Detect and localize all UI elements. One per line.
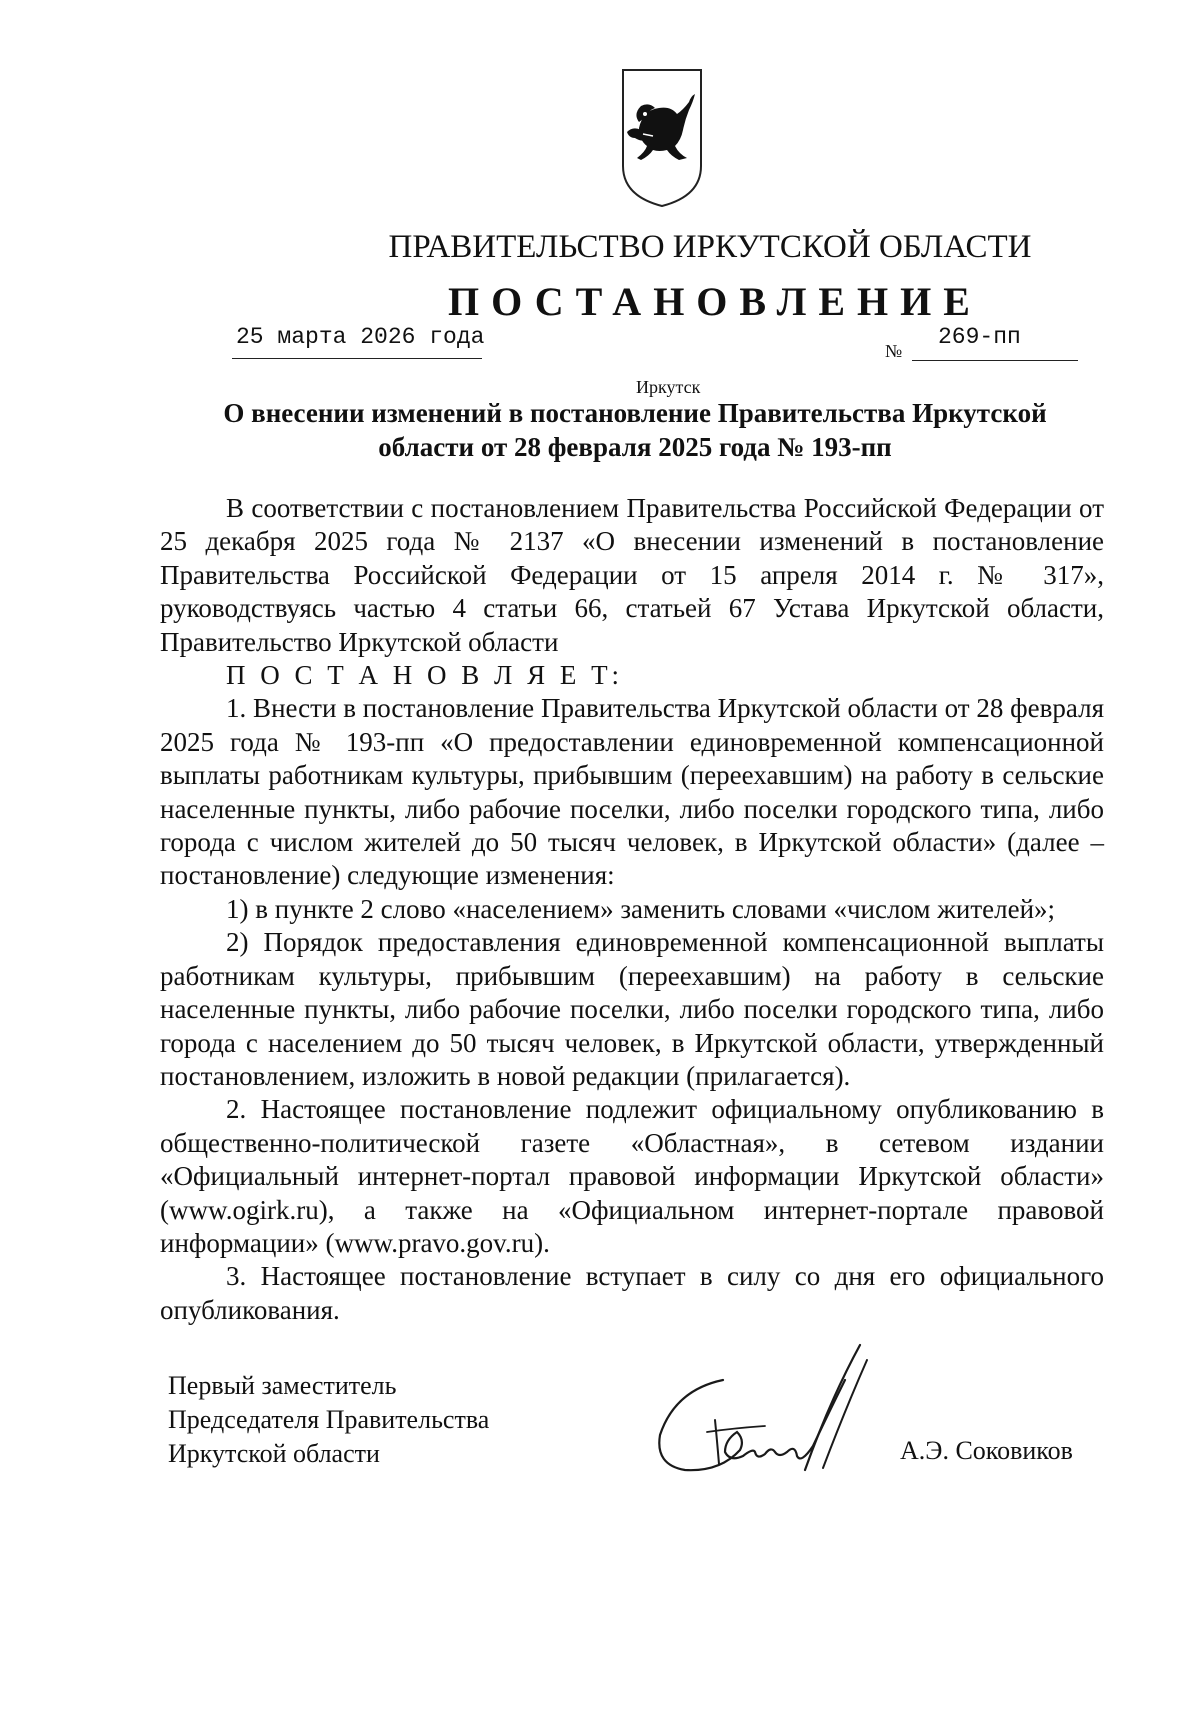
number-label: № <box>885 341 903 361</box>
city-name: Иркутск <box>636 377 701 397</box>
item-1-2-paragraph: 2) Порядок предоставления единовременной компенсационной выплаты работникам культуры, прибывшим (переехавшим) на работу в сельские населенные пункты, либо рабочие поселки, либо поселки городского типа, либо города с населением до 50 тысяч человек, в Иркутской области, утвержденный постановлением, изложить в новой редакции (прилагается). <box>160 927 1104 1091</box>
signer-title-line-3: Иркутской области <box>168 1439 380 1468</box>
signer-name: А.Э. Соковиков <box>900 1436 1073 1465</box>
subject-line-1: О внесении изменений в постановление Правительства Иркутской <box>223 398 1047 428</box>
signer-title-line-1: Первый заместитель <box>168 1371 397 1400</box>
document-date: 25 марта 2026 года <box>236 324 485 350</box>
subject-line-2: области от 28 февраля 2025 года № 193-пп <box>378 432 892 462</box>
handwritten-signature <box>645 1340 895 1490</box>
government-name: ПРАВИТЕЛЬСТВО ИРКУТСКОЙ ОБЛАСТИ <box>388 229 1032 265</box>
date-field <box>232 324 485 359</box>
preamble-paragraph: В соответствии с постановлением Правительства Российской Федерации от 25 декабря 2025 года № 2137 «О внесении изменений в постановление Правительства Российской Федерации от 15 апреля 2014 г. № 317», руководствуясь частью 4 статьи 66, статьей 67 Устава Иркутской области, Правительство Иркутской области <box>160 493 1104 657</box>
irkutsk-coat-of-arms-icon <box>619 66 705 210</box>
document-body <box>160 492 1104 1327</box>
item-1-1-paragraph: 1) в пункте 2 слово «населением» заменить словами «числом жителей»; <box>226 893 1056 924</box>
signer-title <box>168 1369 489 1471</box>
document-type-title: ПОСТАНОВЛЕНИЕ <box>448 279 982 324</box>
decree-word: П О С Т А Н О В Л Я Е Т: <box>226 660 624 691</box>
item-3-paragraph: 3. Настоящее постановление вступает в силу со дня его официального опубликования. <box>160 1261 1104 1325</box>
number-field <box>912 324 1078 361</box>
item-1-paragraph: 1. Внести в постановление Правительства Иркутской области от 28 февраля 2025 года № 193-пп «О предоставлении единовременной компенсационной выплаты работникам культуры, прибывшим (переехавшим) на работу в сельские населенные пункты, либо рабочие поселки, либо поселки городского типа, либо города с числом жителей до 50 тысяч человек, в Иркутской области» (далее – постановление) следующие изменения: <box>160 693 1104 891</box>
signer-title-line-2: Председателя Правительства <box>168 1405 490 1434</box>
document-number: 269-пп <box>938 324 1021 350</box>
document-subject <box>160 396 1110 464</box>
item-2-paragraph: 2. Настоящее постановление подлежит официальному опубликованию в общественно-политической газете «Областная», в сетевом издании «Официальный интернет-портал правовой информации Иркутской области» (www.ogirk.ru), а также на «Официальном интернет-портале правовой информации» (www.pravo.gov.ru). <box>160 1094 1104 1258</box>
